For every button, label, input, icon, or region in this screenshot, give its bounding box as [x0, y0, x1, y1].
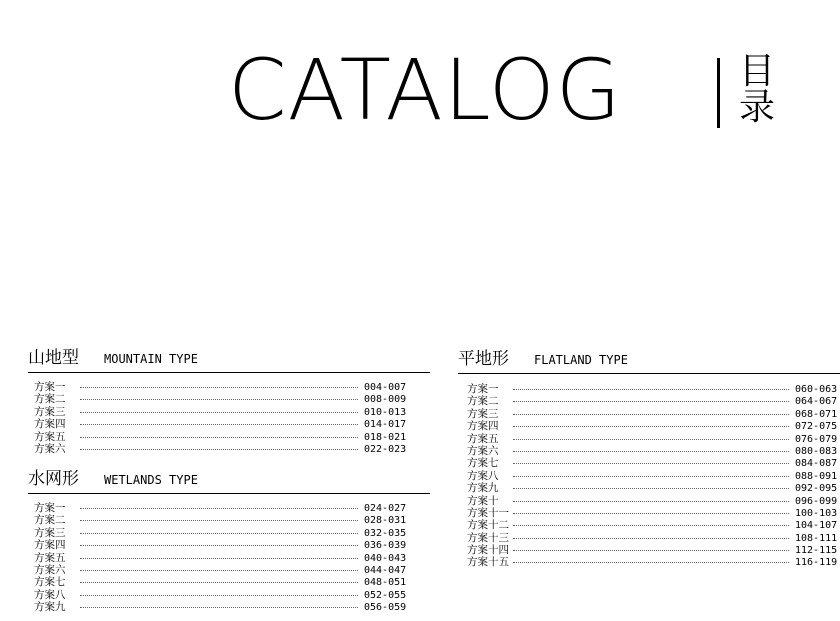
toc-entry	[34, 552, 408, 564]
toc-entry-pages: 024-027	[364, 503, 407, 514]
toc-entry-label: 方案六	[34, 442, 66, 455]
dot-leader	[80, 520, 358, 521]
toc-entry-pages: 100-103	[795, 507, 838, 519]
dot-leader	[513, 439, 789, 440]
toc-entry-pages: 056-059	[364, 602, 407, 614]
title-cn-char-1: 目	[738, 51, 775, 92]
toc-entry-pages: 014-017	[364, 419, 407, 431]
toc-entry	[34, 418, 408, 430]
dot-leader	[80, 558, 358, 559]
dot-leader	[513, 476, 789, 477]
toc-entry-pages: 088-091	[795, 470, 838, 482]
dot-leader	[80, 424, 358, 425]
toc-entry-label: 方案四	[34, 418, 66, 431]
toc-entry-label: 方案十	[467, 494, 499, 507]
toc-entry-pages: 010-013	[364, 406, 407, 418]
dot-leader	[513, 426, 789, 427]
section-title-en: MOUNTAIN TYPE	[104, 352, 198, 366]
toc-entry-label: 方案三	[467, 407, 499, 420]
dot-leader	[513, 538, 789, 539]
dot-leader	[513, 389, 789, 390]
title-divider	[717, 58, 720, 128]
dot-leader	[513, 513, 789, 514]
dot-leader	[513, 525, 789, 526]
toc-entry-pages: 036-039	[364, 540, 407, 552]
toc-entry-pages: 028-031	[364, 515, 407, 527]
dot-leader	[513, 501, 789, 502]
toc-entry-pages: 004-007	[364, 382, 407, 393]
dot-leader	[80, 582, 358, 583]
toc-list-flatland	[467, 383, 839, 569]
dot-leader	[80, 387, 358, 388]
toc-entry	[467, 433, 839, 445]
toc-entry	[34, 443, 408, 455]
toc-entry-label: 方案五	[34, 551, 66, 564]
toc-entry-pages: 116-119	[795, 557, 838, 569]
toc-entry-pages: 044-047	[364, 564, 407, 576]
toc-list-wetlands	[34, 502, 408, 614]
toc-entry-label: 方案二	[34, 514, 66, 527]
toc-entry-label: 方案一	[34, 381, 66, 393]
dot-leader	[513, 451, 789, 452]
toc-entry	[467, 470, 839, 482]
dot-leader	[80, 437, 358, 438]
toc-entry-label: 方案九	[34, 601, 66, 614]
toc-entry-label: 方案一	[467, 383, 499, 395]
dot-leader	[513, 550, 789, 551]
dot-leader	[513, 414, 789, 415]
toc-entry	[467, 383, 839, 395]
toc-entry-label: 方案十四	[467, 544, 509, 557]
toc-entry-label: 方案七	[34, 576, 66, 589]
toc-entry-label: 方案八	[467, 469, 499, 482]
dot-leader	[513, 488, 789, 489]
toc-entry	[34, 601, 408, 613]
dot-leader	[80, 449, 358, 450]
toc-entry-label: 方案五	[467, 432, 499, 445]
toc-entry-label: 方案七	[467, 457, 499, 470]
toc-entry-pages: 072-075	[795, 421, 838, 433]
section-title-en: WETLANDS TYPE	[104, 473, 198, 487]
toc-entry	[467, 395, 839, 407]
section-title-cn: 水网形	[28, 469, 79, 489]
toc-entry	[467, 420, 839, 432]
toc-entry-label: 方案十三	[467, 531, 509, 544]
dot-leader	[513, 401, 789, 402]
section-header-wetlands	[28, 467, 430, 494]
toc-entry	[34, 502, 408, 514]
toc-entry-pages: 104-107	[795, 520, 838, 532]
toc-entry-pages: 068-071	[795, 408, 838, 420]
toc-entry-pages: 084-087	[795, 458, 838, 470]
toc-entry-label: 方案三	[34, 526, 66, 539]
dot-leader	[513, 562, 789, 563]
section-header-flatland	[458, 347, 840, 374]
toc-entry-label: 方案十一	[467, 506, 509, 519]
toc-entry	[467, 408, 839, 420]
toc-entry	[34, 514, 408, 526]
section-title-cn: 平地形	[458, 349, 509, 369]
toc-entry-pages: 096-099	[795, 495, 838, 507]
toc-entry-pages: 022-023	[364, 443, 407, 455]
toc-entry	[467, 544, 839, 556]
toc-entry-label: 方案十五	[467, 556, 509, 569]
toc-entry-label: 方案九	[467, 482, 499, 495]
toc-entry-label: 方案四	[34, 539, 66, 552]
dot-leader	[513, 463, 789, 464]
catalog-title: CATALOG	[228, 41, 622, 139]
toc-entry	[34, 431, 408, 443]
toc-entry-label: 方案四	[467, 420, 499, 433]
toc-entry	[467, 457, 839, 469]
toc-entry-pages: 052-055	[364, 589, 407, 601]
toc-entry-pages: 048-051	[364, 577, 407, 589]
section-title-en: FLATLAND TYPE	[534, 353, 628, 367]
toc-entry-pages: 076-079	[795, 433, 838, 445]
section-header-mountain	[28, 346, 430, 373]
toc-entry	[34, 564, 408, 576]
toc-entry-pages: 032-035	[364, 527, 407, 539]
dot-leader	[80, 399, 358, 400]
toc-entry-pages: 060-063	[795, 384, 838, 395]
toc-entry	[467, 556, 839, 568]
catalog-title-cn	[736, 51, 778, 128]
toc-entry	[467, 482, 839, 494]
dot-leader	[80, 570, 358, 571]
toc-entry	[34, 589, 408, 601]
toc-entry-pages: 018-021	[364, 431, 407, 443]
toc-entry-label: 方案八	[34, 588, 66, 601]
toc-entry	[34, 381, 408, 393]
toc-entry	[467, 495, 839, 507]
dot-leader	[80, 412, 358, 413]
section-title-cn: 山地型	[28, 348, 79, 368]
toc-list-mountain	[34, 381, 408, 455]
toc-entry-label: 方案十二	[467, 519, 509, 532]
toc-entry-label: 方案五	[34, 430, 66, 443]
toc-entry	[34, 406, 408, 418]
toc-entry-label: 方案六	[467, 444, 499, 457]
toc-entry-label: 方案三	[34, 405, 66, 418]
toc-entry-label: 方案六	[34, 563, 66, 576]
toc-entry	[467, 445, 839, 457]
toc-entry-label: 方案二	[467, 395, 499, 408]
toc-entry	[34, 539, 408, 551]
title-cn-char-2: 录	[738, 87, 775, 128]
toc-entry	[34, 527, 408, 539]
toc-entry	[467, 507, 839, 519]
toc-entry-label: 方案二	[34, 393, 66, 406]
toc-entry-pages: 112-115	[795, 545, 838, 557]
toc-entry-pages: 008-009	[364, 394, 407, 406]
toc-entry-pages: 108-111	[795, 532, 838, 544]
dot-leader	[80, 508, 358, 509]
toc-entry-label: 方案一	[34, 502, 66, 514]
toc-entry-pages: 092-095	[795, 483, 838, 495]
toc-entry-pages: 080-083	[795, 445, 838, 457]
dot-leader	[80, 533, 358, 534]
toc-entry	[467, 532, 839, 544]
toc-entry	[34, 576, 408, 588]
toc-entry	[34, 393, 408, 405]
dot-leader	[80, 607, 358, 608]
dot-leader	[80, 545, 358, 546]
toc-entry-pages: 064-067	[795, 396, 838, 408]
toc-entry	[467, 519, 839, 531]
toc-entry-pages: 040-043	[364, 552, 407, 564]
dot-leader	[80, 595, 358, 596]
